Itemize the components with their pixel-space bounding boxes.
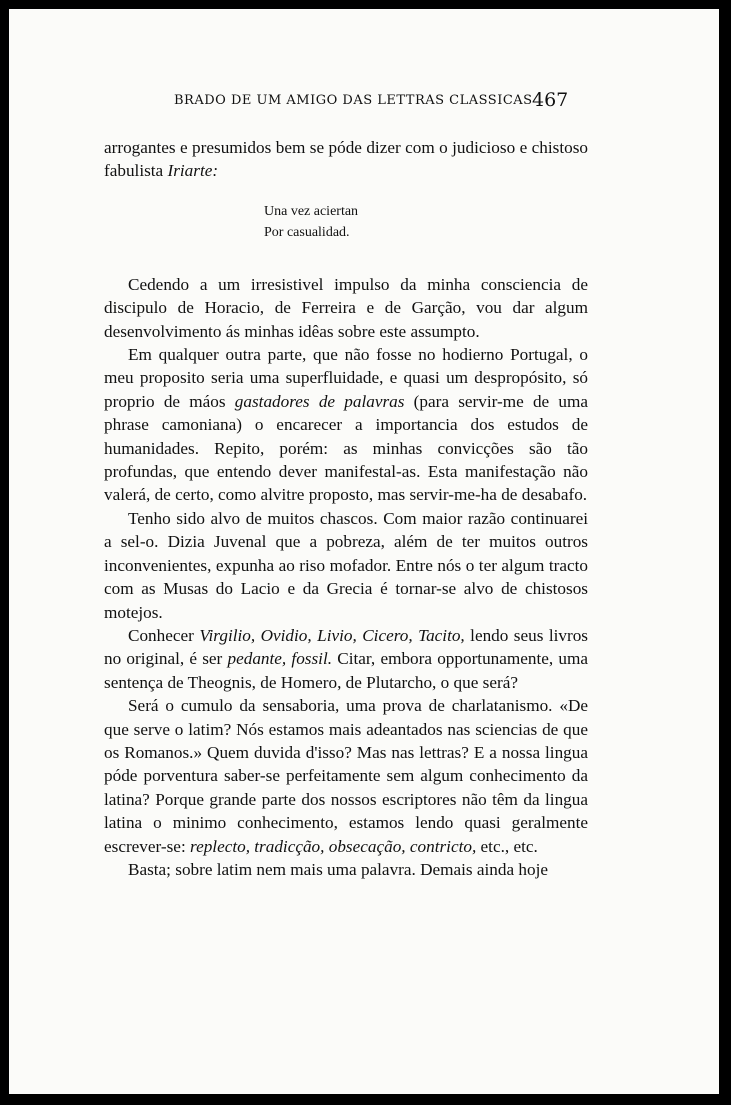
author-name: Iriarte:	[167, 161, 219, 181]
paragraph-3	[104, 343, 588, 507]
paragraph-6-text-b: etc., etc.	[476, 836, 538, 856]
paragraph-5-text-b: lendo seus livros no original, é ser	[104, 625, 588, 669]
paragraph-5-text-a: Conhecer	[128, 625, 200, 645]
paragraph-4: Tenho sido alvo de muitos chascos. Com maior razão continuarei a sel-o. Dizia Juvenal que a pobreza, além de ter muitos outros inconvenientes, expunha ao riso mofador. Entre nós o ter algum tracto com as Musas do Lacio e da Grecia é tornar-se alvo de chistosos motejos.	[104, 508, 588, 622]
paragraph-5-text-c: Citar, embora opportunamente, uma sentença de Theognis, de Homero, de Plutarcho, o que será?	[104, 649, 588, 692]
book-page	[9, 9, 719, 1094]
running-title: BRADO DE UM AMIGO DAS LETTRAS CLASSICAS	[174, 93, 533, 108]
paragraph-3-text-b: (para servir-me de uma phrase camoniana) o encarecer a importancia dos estudos de humanidades. Repito, porém: as minhas convicções são tão profundas, que entendo dever manifestal-as. Esta manifestação não valerá, de certo, como alvitre proposto, mas servir-me-ha de desabafo.	[104, 391, 588, 505]
paragraph-3-text-a: Em qualquer outra parte, que não fosse no hodierno Portugal, o meu proposito seria uma superfluidade, e quasi um despropósito, só proprio de máos	[104, 345, 588, 411]
quote-line-2: Por casualidad.	[264, 224, 350, 240]
paragraph-2: Cedendo a um irresistivel impulso da minha consciencia de discipulo de Horacio, de Ferreira e de Garção, vou dar algum desenvolvimento ás minhas idêas sobre este assumpto.	[104, 274, 588, 341]
paragraph-1	[104, 136, 588, 183]
misspelled-words: replecto, tradicção, obsecação, contricto,	[190, 836, 477, 856]
paragraph-7: Basta; sobre latim nem mais uma palavra. Demais ainda hoje	[128, 859, 549, 879]
paragraph-6	[104, 694, 588, 858]
verse-quote	[104, 201, 588, 243]
pedante-fossil: pedante, fossil.	[227, 649, 333, 669]
paragraph-6-text-a: Será o cumulo da sensaboria, uma prova de charlatanismo. «De que serve o latim? Nós estamos mais adeantados nas sciencias de que os Romanos.» Quem duvida d'isso? Mas nas lettras? E a nossa lingua póde porventura saber-se perfeitamente sem algum conhecimento da latina? Porque grande parte dos nossos escriptores não têm da lingua latina o minimo conhecimento, estamos lendo quasi geralmente escrever-se:	[104, 696, 588, 856]
page-number: 467	[532, 89, 569, 111]
classical-authors: Virgilio, Ovidio, Livio, Cicero, Tacito,	[199, 625, 465, 645]
paragraph-1-text: arrogantes e presumidos bem se póde dizer com o judicioso e chistoso fabulista	[104, 138, 588, 181]
quote-line-1: Una vez aciertan	[264, 203, 359, 219]
body-text	[104, 136, 588, 881]
paragraph-5	[104, 624, 588, 694]
paragraph-3-italic: gastadores de palavras	[234, 391, 405, 411]
